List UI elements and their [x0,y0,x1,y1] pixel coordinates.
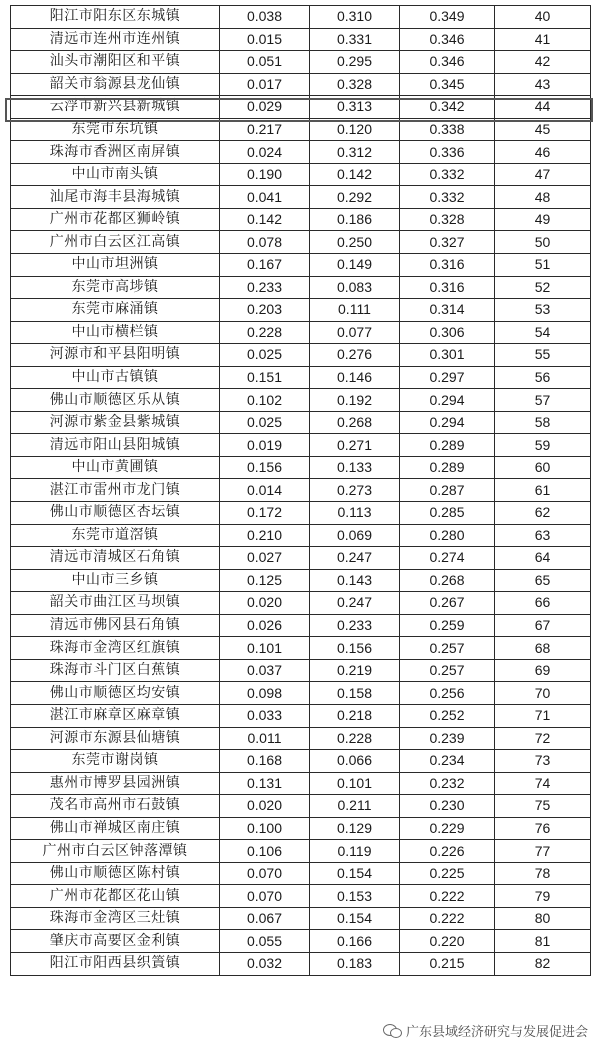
town-name-cell: 珠海市金湾区红旗镇 [11,637,220,660]
value-a-cell: 0.167 [220,254,310,277]
value-a-cell: 0.172 [220,502,310,525]
town-name-cell: 珠海市金湾区三灶镇 [11,907,220,930]
town-name-cell: 中山市古镇镇 [11,366,220,389]
value-a-cell: 0.027 [220,547,310,570]
value-b-cell: 0.276 [310,344,400,367]
value-total-cell: 0.349 [400,6,495,29]
value-b-cell: 0.273 [310,479,400,502]
value-b-cell: 0.247 [310,592,400,615]
rank-cell: 46 [495,141,591,164]
table-row [11,907,591,930]
value-a-cell: 0.078 [220,231,310,254]
value-total-cell: 0.252 [400,704,495,727]
value-total-cell: 0.327 [400,231,495,254]
wechat-icon [383,1024,401,1038]
value-b-cell: 0.113 [310,502,400,525]
town-name-cell: 东莞市麻涌镇 [11,299,220,322]
table-row [11,208,591,231]
table-row [11,817,591,840]
rank-cell: 79 [495,885,591,908]
table-row [11,750,591,773]
town-name-cell: 中山市横栏镇 [11,321,220,344]
value-total-cell: 0.297 [400,366,495,389]
rank-cell: 72 [495,727,591,750]
value-b-cell: 0.218 [310,704,400,727]
value-a-cell: 0.020 [220,592,310,615]
value-b-cell: 0.158 [310,682,400,705]
rank-cell: 62 [495,502,591,525]
watermark [383,1021,588,1040]
rank-cell: 78 [495,862,591,885]
table-row [11,299,591,322]
town-name-cell: 阳江市阳西县织篢镇 [11,952,220,975]
table-row [11,411,591,434]
town-name-cell: 河源市紫金县紫城镇 [11,411,220,434]
table-row [11,434,591,457]
rank-cell: 50 [495,231,591,254]
town-name-cell: 清远市连州市连州镇 [11,28,220,51]
rank-cell: 41 [495,28,591,51]
value-a-cell: 0.156 [220,456,310,479]
value-total-cell: 0.301 [400,344,495,367]
value-total-cell: 0.314 [400,299,495,322]
town-name-cell: 河源市东源县仙塘镇 [11,727,220,750]
town-name-cell: 中山市三乡镇 [11,569,220,592]
value-a-cell: 0.142 [220,208,310,231]
table-row [11,524,591,547]
table-row [11,772,591,795]
rank-cell: 81 [495,930,591,953]
table-row [11,366,591,389]
value-total-cell: 0.222 [400,907,495,930]
value-total-cell: 0.289 [400,456,495,479]
table-row [11,163,591,186]
rank-cell: 64 [495,547,591,570]
value-a-cell: 0.014 [220,479,310,502]
table-row [11,840,591,863]
value-total-cell: 0.234 [400,750,495,773]
value-a-cell: 0.098 [220,682,310,705]
rank-cell: 75 [495,795,591,818]
value-total-cell: 0.345 [400,73,495,96]
town-name-cell: 佛山市禅城区南庄镇 [11,817,220,840]
rank-cell: 60 [495,456,591,479]
value-total-cell: 0.256 [400,682,495,705]
rank-cell: 68 [495,637,591,660]
value-b-cell: 0.192 [310,389,400,412]
value-b-cell: 0.066 [310,750,400,773]
table-row [11,569,591,592]
value-a-cell: 0.015 [220,28,310,51]
value-b-cell: 0.129 [310,817,400,840]
rank-cell: 45 [495,118,591,141]
value-a-cell: 0.011 [220,727,310,750]
value-total-cell: 0.222 [400,885,495,908]
table-row [11,73,591,96]
value-a-cell: 0.168 [220,750,310,773]
value-total-cell: 0.316 [400,276,495,299]
value-total-cell: 0.316 [400,254,495,277]
value-b-cell: 0.111 [310,299,400,322]
value-a-cell: 0.017 [220,73,310,96]
value-b-cell: 0.228 [310,727,400,750]
value-total-cell: 0.332 [400,186,495,209]
town-name-cell: 佛山市顺德区陈村镇 [11,862,220,885]
value-total-cell: 0.342 [400,96,495,119]
town-name-cell: 广州市白云区钟落潭镇 [11,840,220,863]
rank-cell: 65 [495,569,591,592]
value-a-cell: 0.217 [220,118,310,141]
town-name-cell: 广州市花都区狮岭镇 [11,208,220,231]
table-row [11,952,591,975]
rank-cell: 43 [495,73,591,96]
ranking-table-body [11,6,591,976]
town-name-cell: 广州市花都区花山镇 [11,885,220,908]
value-b-cell: 0.313 [310,96,400,119]
rank-cell: 55 [495,344,591,367]
rank-cell: 77 [495,840,591,863]
value-b-cell: 0.101 [310,772,400,795]
value-b-cell: 0.211 [310,795,400,818]
rank-cell: 80 [495,907,591,930]
town-name-cell: 广州市白云区江高镇 [11,231,220,254]
rank-cell: 69 [495,659,591,682]
table-row [11,141,591,164]
value-b-cell: 0.247 [310,547,400,570]
value-b-cell: 0.153 [310,885,400,908]
rank-cell: 40 [495,6,591,29]
value-total-cell: 0.289 [400,434,495,457]
value-a-cell: 0.026 [220,614,310,637]
value-a-cell: 0.033 [220,704,310,727]
town-name-cell: 中山市坦洲镇 [11,254,220,277]
value-a-cell: 0.067 [220,907,310,930]
town-name-cell: 佛山市顺德区均安镇 [11,682,220,705]
value-a-cell: 0.019 [220,434,310,457]
town-name-cell: 东莞市高埗镇 [11,276,220,299]
table-row [11,614,591,637]
rank-cell: 48 [495,186,591,209]
table-row [11,659,591,682]
value-b-cell: 0.149 [310,254,400,277]
value-total-cell: 0.336 [400,141,495,164]
value-a-cell: 0.020 [220,795,310,818]
town-name-cell: 湛江市雷州市龙门镇 [11,479,220,502]
value-a-cell: 0.025 [220,411,310,434]
value-a-cell: 0.106 [220,840,310,863]
town-name-cell: 茂名市高州市石鼓镇 [11,795,220,818]
value-a-cell: 0.025 [220,344,310,367]
value-a-cell: 0.070 [220,885,310,908]
value-total-cell: 0.268 [400,569,495,592]
value-total-cell: 0.274 [400,547,495,570]
value-a-cell: 0.038 [220,6,310,29]
value-b-cell: 0.154 [310,862,400,885]
rank-cell: 47 [495,163,591,186]
value-total-cell: 0.338 [400,118,495,141]
town-name-cell: 佛山市顺德区杏坛镇 [11,502,220,525]
rank-cell: 71 [495,704,591,727]
value-b-cell: 0.310 [310,6,400,29]
value-total-cell: 0.328 [400,208,495,231]
value-total-cell: 0.215 [400,952,495,975]
value-b-cell: 0.295 [310,51,400,74]
table-row [11,727,591,750]
town-name-cell: 汕尾市海丰县海城镇 [11,186,220,209]
value-b-cell: 0.268 [310,411,400,434]
value-a-cell: 0.051 [220,51,310,74]
ranking-table [10,5,591,976]
value-total-cell: 0.285 [400,502,495,525]
value-b-cell: 0.069 [310,524,400,547]
value-a-cell: 0.125 [220,569,310,592]
table-row [11,456,591,479]
value-a-cell: 0.228 [220,321,310,344]
table-row [11,704,591,727]
rank-cell: 67 [495,614,591,637]
value-a-cell: 0.210 [220,524,310,547]
value-total-cell: 0.220 [400,930,495,953]
value-b-cell: 0.183 [310,952,400,975]
value-total-cell: 0.259 [400,614,495,637]
value-b-cell: 0.119 [310,840,400,863]
table-row [11,862,591,885]
table-row [11,118,591,141]
value-b-cell: 0.143 [310,569,400,592]
rank-cell: 66 [495,592,591,615]
table-row [11,231,591,254]
town-name-cell: 韶关市翁源县龙仙镇 [11,73,220,96]
town-name-cell: 中山市黄圃镇 [11,456,220,479]
table-row [11,96,591,119]
table-row [11,28,591,51]
table-row [11,502,591,525]
value-a-cell: 0.101 [220,637,310,660]
value-b-cell: 0.146 [310,366,400,389]
table-row [11,389,591,412]
value-total-cell: 0.226 [400,840,495,863]
value-b-cell: 0.154 [310,907,400,930]
town-name-cell: 清远市佛冈县石角镇 [11,614,220,637]
value-total-cell: 0.346 [400,51,495,74]
table-row [11,51,591,74]
rank-cell: 57 [495,389,591,412]
rank-cell: 54 [495,321,591,344]
town-name-cell: 东莞市道滘镇 [11,524,220,547]
value-b-cell: 0.312 [310,141,400,164]
value-a-cell: 0.203 [220,299,310,322]
town-name-cell: 云浮市新兴县新城镇 [11,96,220,119]
value-a-cell: 0.037 [220,659,310,682]
value-total-cell: 0.239 [400,727,495,750]
table-row [11,930,591,953]
value-total-cell: 0.225 [400,862,495,885]
rank-cell: 44 [495,96,591,119]
value-b-cell: 0.292 [310,186,400,209]
town-name-cell: 清远市阳山县阳城镇 [11,434,220,457]
value-b-cell: 0.142 [310,163,400,186]
value-total-cell: 0.267 [400,592,495,615]
watermark-text: 广东县域经济研究与发展促进会 [405,1025,588,1040]
rank-cell: 58 [495,411,591,434]
value-b-cell: 0.077 [310,321,400,344]
rank-cell: 53 [495,299,591,322]
value-total-cell: 0.232 [400,772,495,795]
value-total-cell: 0.332 [400,163,495,186]
value-a-cell: 0.055 [220,930,310,953]
value-total-cell: 0.287 [400,479,495,502]
value-total-cell: 0.294 [400,389,495,412]
town-name-cell: 惠州市博罗县园洲镇 [11,772,220,795]
value-a-cell: 0.102 [220,389,310,412]
town-name-cell: 肇庆市高要区金利镇 [11,930,220,953]
rank-cell: 59 [495,434,591,457]
rank-cell: 42 [495,51,591,74]
value-a-cell: 0.032 [220,952,310,975]
value-total-cell: 0.306 [400,321,495,344]
table-row [11,479,591,502]
value-total-cell: 0.229 [400,817,495,840]
table-row [11,637,591,660]
value-total-cell: 0.230 [400,795,495,818]
value-b-cell: 0.083 [310,276,400,299]
value-a-cell: 0.131 [220,772,310,795]
table-row [11,6,591,29]
town-name-cell: 珠海市斗门区白蕉镇 [11,659,220,682]
value-b-cell: 0.133 [310,456,400,479]
table-row [11,321,591,344]
rank-cell: 63 [495,524,591,547]
table-row [11,186,591,209]
town-name-cell: 湛江市麻章区麻章镇 [11,704,220,727]
town-name-cell: 清远市清城区石角镇 [11,547,220,570]
value-a-cell: 0.151 [220,366,310,389]
value-b-cell: 0.120 [310,118,400,141]
value-b-cell: 0.328 [310,73,400,96]
table-row [11,795,591,818]
table-row [11,344,591,367]
value-a-cell: 0.070 [220,862,310,885]
town-name-cell: 东莞市谢岗镇 [11,750,220,773]
rank-cell: 74 [495,772,591,795]
value-total-cell: 0.346 [400,28,495,51]
rank-cell: 49 [495,208,591,231]
table-row [11,592,591,615]
town-name-cell: 韶关市曲江区马坝镇 [11,592,220,615]
table-row [11,276,591,299]
rank-cell: 76 [495,817,591,840]
rank-cell: 61 [495,479,591,502]
value-total-cell: 0.257 [400,637,495,660]
town-name-cell: 汕头市潮阳区和平镇 [11,51,220,74]
rank-cell: 52 [495,276,591,299]
value-total-cell: 0.294 [400,411,495,434]
value-a-cell: 0.029 [220,96,310,119]
town-name-cell: 东莞市东坑镇 [11,118,220,141]
value-b-cell: 0.271 [310,434,400,457]
table-row [11,547,591,570]
rank-cell: 73 [495,750,591,773]
value-a-cell: 0.100 [220,817,310,840]
table-row [11,254,591,277]
rank-cell: 70 [495,682,591,705]
town-name-cell: 中山市南头镇 [11,163,220,186]
value-b-cell: 0.186 [310,208,400,231]
table-row [11,682,591,705]
town-name-cell: 阳江市阳东区东城镇 [11,6,220,29]
value-b-cell: 0.233 [310,614,400,637]
value-a-cell: 0.041 [220,186,310,209]
table-row [11,885,591,908]
value-b-cell: 0.156 [310,637,400,660]
value-a-cell: 0.024 [220,141,310,164]
value-total-cell: 0.280 [400,524,495,547]
rank-cell: 82 [495,952,591,975]
value-a-cell: 0.233 [220,276,310,299]
town-name-cell: 珠海市香洲区南屏镇 [11,141,220,164]
value-b-cell: 0.250 [310,231,400,254]
value-a-cell: 0.190 [220,163,310,186]
rank-cell: 51 [495,254,591,277]
value-b-cell: 0.219 [310,659,400,682]
town-name-cell: 佛山市顺德区乐从镇 [11,389,220,412]
value-b-cell: 0.166 [310,930,400,953]
town-name-cell: 河源市和平县阳明镇 [11,344,220,367]
value-total-cell: 0.257 [400,659,495,682]
rank-cell: 56 [495,366,591,389]
value-b-cell: 0.331 [310,28,400,51]
